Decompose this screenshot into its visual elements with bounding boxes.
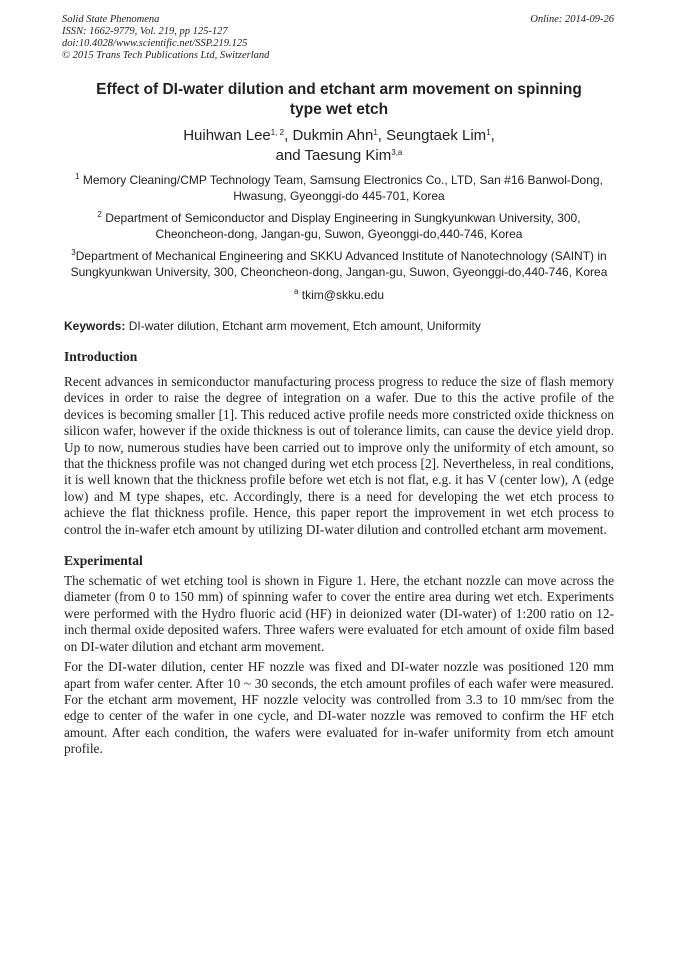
keywords-text: DI-water dilution, Etchant arm movement, Etch amount, Uniformity xyxy=(128,319,481,333)
author-affiliation-mark: 1 xyxy=(486,128,491,137)
email-address[interactable]: tkim@skku.edu xyxy=(301,288,384,302)
keywords xyxy=(64,318,614,334)
author-name: Huihwan Lee xyxy=(183,127,271,144)
experimental-paragraph: For the DI-water dilution, center HF nozzle was fixed and DI-water nozzle was positioned 120 mm apart from wafer center. After 10 ~ 30 seconds, the etch amount profiles of each wafer were measured. For the etchant arm movement, HF nozzle velocity was controlled from 3.3 to 10 mm/sec from the edge to center of the wafer in one cycle, and DI-water nozzle was removed to confirm the HF etch amount. After each condition, the wafers were evaluated for in-wafer uniformity from etch amount profile. xyxy=(64,659,614,757)
keywords-label: Keywords: xyxy=(64,319,126,333)
author-name: Dukmin Ahn xyxy=(292,127,374,144)
introduction-paragraph: Recent advances in semiconductor manufacturing process progress to reduce the size of flash memory devices in order to raise the degree of integration on a wafer. Due to this the active profile of the devices is becoming smaller [1]. This reduced active profile needs more constricted oxide thickness on silicon wafer, however if the oxide thickness is out of tolerance limits, can cause the device yield drop. Up to now, numerous studies have been carried out to improve only the uniformity of etch amount, so that the thickness profile was not changed during wet etch process [2]. Nevertheless, in real conditions, it is well known that the thickness profile before wet etch is not flat, e.g. it has V (center low), Λ (edge low) and M type shapes, etc. Accordingly, there is a need for developing the wet etch process to achieve the flat thickness profile. Hence, this paper report the improvement in wet etch process to control the in-wafer etch amount by utilizing DI-water dilution and controlled etchant arm movement. xyxy=(64,374,614,537)
affiliation-number: 1 xyxy=(75,172,80,181)
affiliation-number: 3 xyxy=(71,248,76,257)
paper-body xyxy=(64,80,614,758)
affiliation xyxy=(64,172,614,204)
journal-issn: ISSN: 1662-9779, Vol. 219, pp 125-127 xyxy=(62,26,228,37)
author-affiliation-mark: 3,a xyxy=(391,148,403,157)
affiliation-text: Department of Semiconductor and Display Engineering in Sungkyunkwan University, 300, Cheoncheon-dong, Jangan-gu, Suwon, Gyeonggi-do,440-746, Korea xyxy=(105,211,581,241)
affiliation-text: Department of Mechanical Engineering and SKKU Advanced Institute of Nanotechnology (SAINT) in Sungkyunkwan University, 300, Cheoncheon-dong, Jangan-gu, Suwon, Gyeonggi-do,440-746, Korea xyxy=(70,249,608,279)
email-mark: a xyxy=(293,287,299,296)
author-affiliation-mark: 1, 2 xyxy=(270,128,285,137)
journal-name: Solid State Phenomena xyxy=(62,14,160,25)
online-date: Online: 2014-09-26 xyxy=(530,14,614,25)
affiliation-number: 2 xyxy=(97,210,102,219)
journal-header xyxy=(62,14,269,62)
journal-copyright: © 2015 Trans Tech Publications Ltd, Switzerland xyxy=(62,50,270,61)
experimental-paragraph: The schematic of wet etching tool is shown in Figure 1. Here, the etchant nozzle can move across the diameter (from 0 to 150 mm) of spinning wafer to cover the entire area during wet etch. Experiments were performed with the Hydro fluoric acid (HF) in deionized water (DI-water) of 1:200 ratio on 12-inch thermal oxide deposited wafers. Three wafers were evaluated for etch amount of oxide film based on DI-water dilution and etchant arm movement. xyxy=(64,573,614,654)
section-heading-introduction: Introduction xyxy=(64,349,138,364)
affiliation xyxy=(64,210,614,242)
author-separator: , xyxy=(284,127,293,144)
author-affiliation-mark: 1 xyxy=(373,128,378,137)
author-separator: , xyxy=(490,127,495,144)
corresponding-email xyxy=(64,287,614,303)
section-heading-experimental: Experimental xyxy=(64,553,143,569)
author-name: Seungtaek Lim xyxy=(386,127,487,144)
author-separator: , xyxy=(377,127,387,144)
affiliation-text: Memory Cleaning/CMP Technology Team, Samsung Electronics Co., LTD, San #16 Banwol-Dong, Hwasung, Gyeonggi-do 445-701, Korea xyxy=(82,173,603,203)
author-name: and Taesung Kim xyxy=(275,147,392,164)
author-list xyxy=(64,126,614,166)
journal-doi: doi:10.4028/www.scientific.net/SSP.219.125 xyxy=(62,38,248,49)
paper-title: Effect of DI-water dilution and etchant arm movement on spinning type wet etch xyxy=(96,81,582,118)
affiliation xyxy=(64,248,614,280)
